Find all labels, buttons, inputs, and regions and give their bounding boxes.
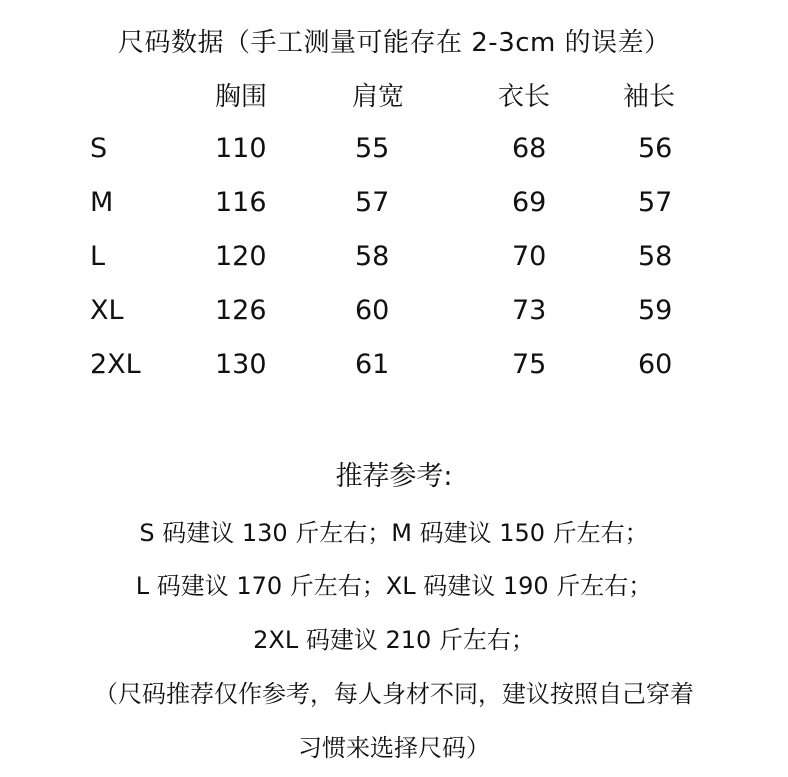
size-label: XL — [90, 295, 124, 326]
sleeve-value: 59 — [638, 295, 673, 326]
shoulder-value: 57 — [355, 187, 390, 218]
chest-value: 120 — [215, 241, 267, 272]
size-label: L — [90, 241, 106, 272]
shoulder-value: 61 — [355, 349, 390, 380]
recommendation-line: S 码建议 130 斤左右；M 码建议 150 斤左右； — [139, 519, 649, 547]
shoulder-value: 55 — [355, 133, 390, 164]
chest-value: 116 — [215, 187, 267, 218]
chest-value: 130 — [215, 349, 267, 380]
length-value: 73 — [512, 295, 547, 326]
header-length: 衣长 — [498, 82, 551, 112]
size-label: M — [90, 187, 114, 218]
sleeve-value: 58 — [638, 241, 673, 272]
sleeve-value: 56 — [638, 133, 673, 164]
sleeve-value: 60 — [638, 349, 673, 380]
length-value: 70 — [512, 241, 547, 272]
size-label: S — [90, 133, 108, 164]
page-title: 尺码数据（手工测量可能存在 2-3cm 的误差） — [118, 28, 671, 58]
chest-value: 110 — [215, 133, 267, 164]
header-chest: 胸围 — [215, 82, 268, 112]
shoulder-value: 58 — [355, 241, 390, 272]
recommendation-line: L 码建议 170 斤左右；XL 码建议 190 斤左右； — [135, 572, 653, 600]
length-value: 75 — [512, 349, 547, 380]
header-sleeve: 袖长 — [623, 82, 676, 112]
length-value: 69 — [512, 187, 547, 218]
disclaimer-line: （尺码推荐仅作参考，每人身材不同，建议按照自己穿着 — [94, 680, 694, 708]
length-value: 68 — [512, 133, 547, 164]
header-shoulder: 肩宽 — [352, 82, 405, 112]
sleeve-value: 57 — [638, 187, 673, 218]
shoulder-value: 60 — [355, 295, 390, 326]
chest-value: 126 — [215, 295, 267, 326]
disclaimer-line: 习惯来选择尺码） — [298, 734, 490, 762]
size-label: 2XL — [90, 349, 141, 380]
recommendation-line: 2XL 码建议 210 斤左右； — [253, 626, 535, 654]
recommendation-title: 推荐参考: — [335, 461, 453, 492]
